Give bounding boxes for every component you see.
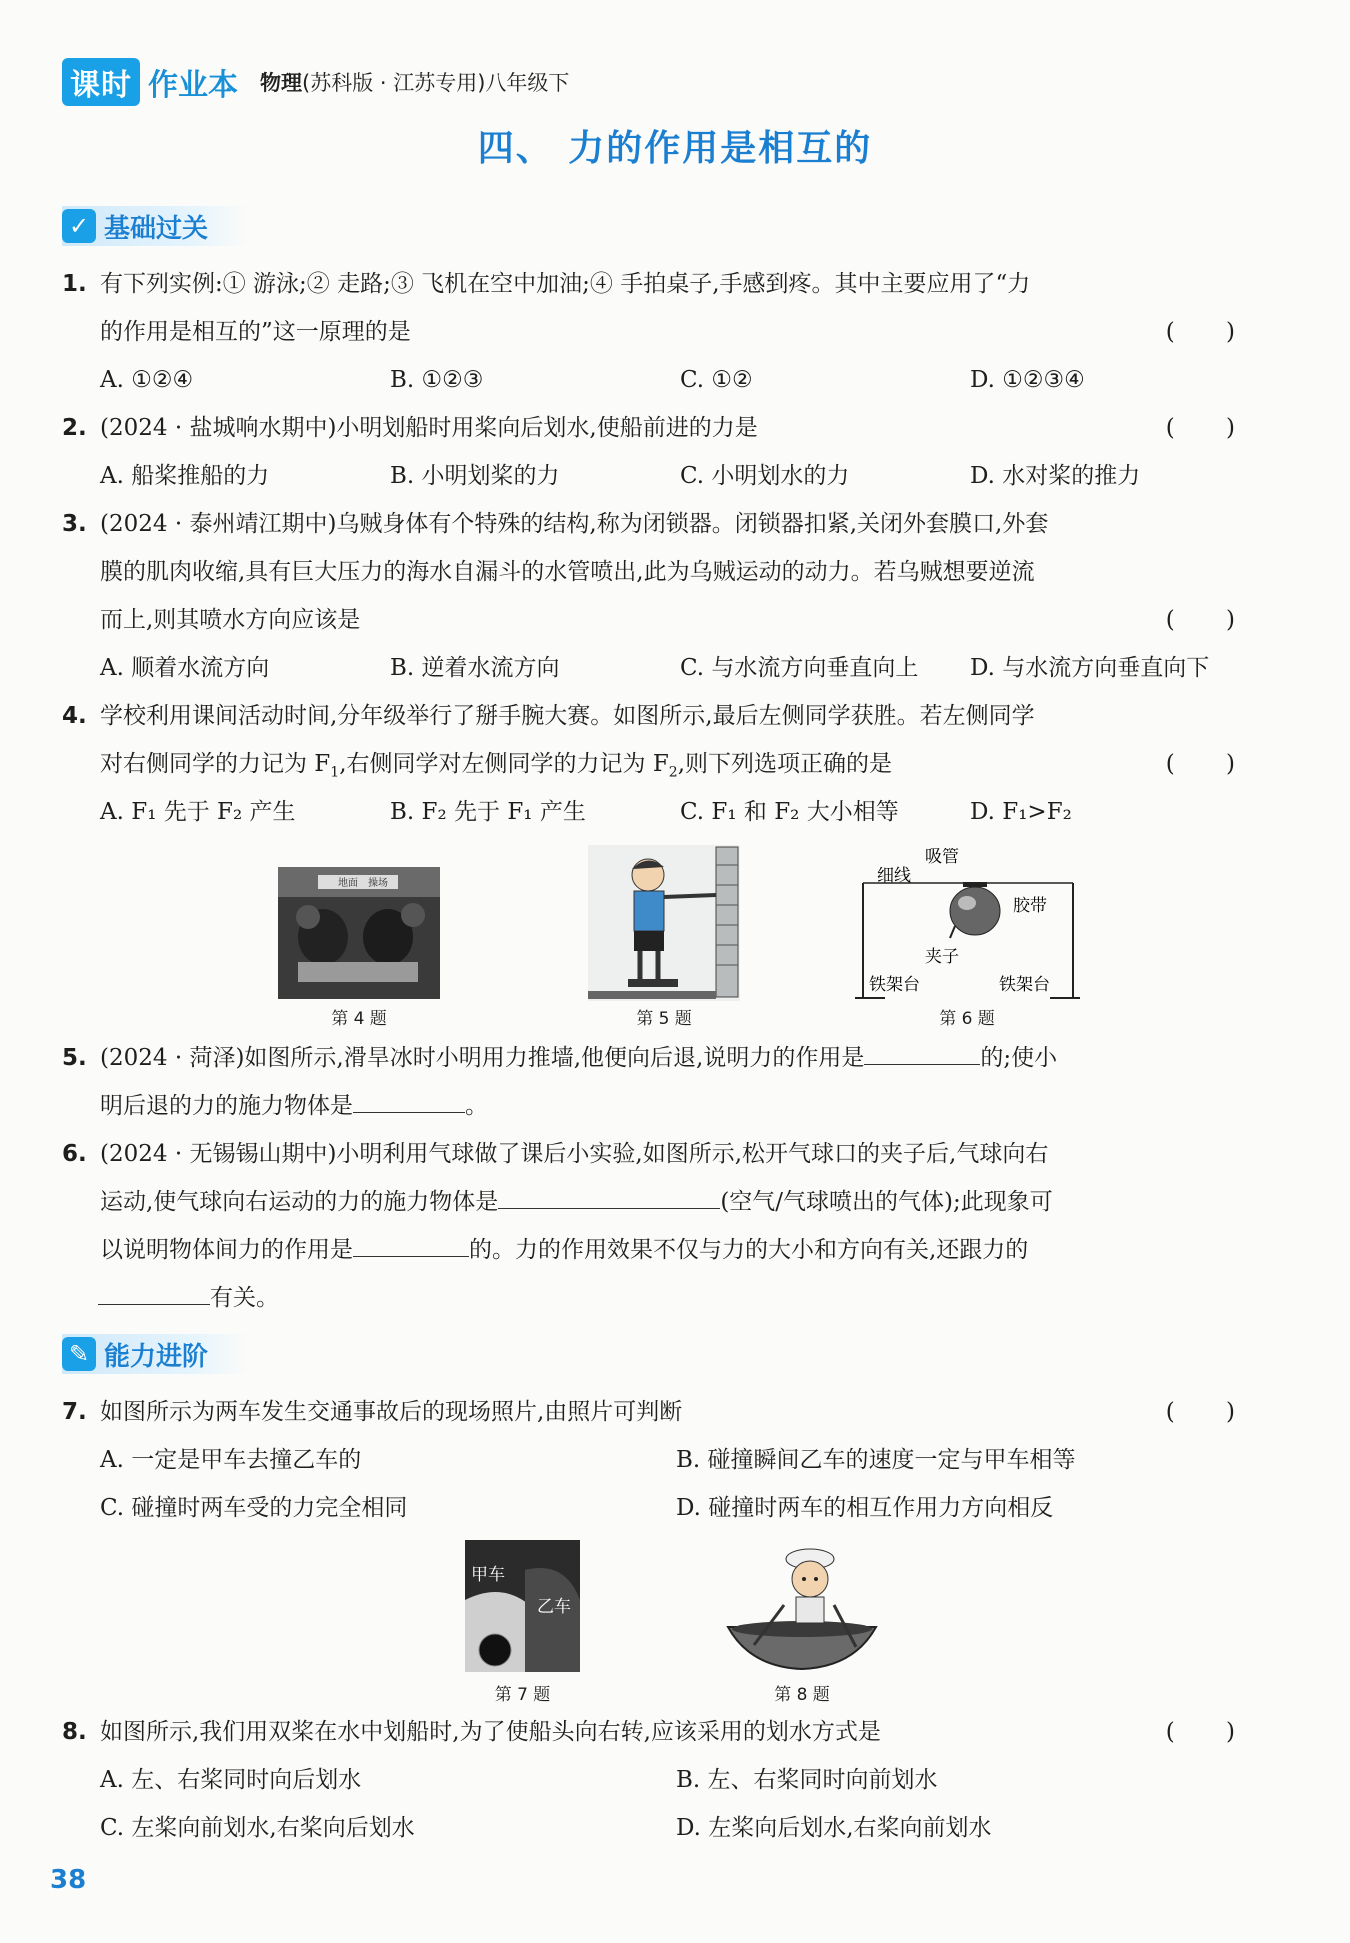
brand-name: 作业本 [148, 68, 238, 103]
q6-text2a: 运动,使气球向右运动的力的施力物体是 [100, 1189, 499, 1215]
figure-5-drawing [588, 845, 740, 1001]
q3-text1: (2024 · 泰州靖江期中)乌贼身体有个特殊的结构,称为闭锁器。闭锁器扣紧,关闭外套膜口,外套 [100, 511, 1049, 537]
q3-option-a[interactable]: A. 顺着水流方向 [100, 655, 270, 681]
q3-text2: 膜的肌肉收缩,具有巨大压力的海水自漏斗的水管喷出,此为乌贼运动的动力。若乌贼想要逆流 [100, 559, 1035, 585]
q2-option-c[interactable]: C. 小明划水的力 [680, 463, 850, 489]
q1-number: 1. [62, 271, 87, 297]
header [62, 58, 569, 106]
q8-line1 [62, 1708, 1257, 1756]
q8-options-row1 [62, 1756, 1257, 1804]
q6-line2 [62, 1178, 1257, 1226]
q7-answer-paren[interactable]: ( ) [1165, 1399, 1257, 1425]
q1-line1 [62, 260, 1257, 308]
q2-option-b[interactable]: B. 小明划桨的力 [390, 463, 560, 489]
q1-text2: 的作用是相互的”这一原理的是 [100, 319, 411, 345]
q4-option-c[interactable]: C. F₁ 和 F₂ 大小相等 [680, 799, 899, 825]
q6-text4: 有关。 [210, 1285, 279, 1311]
q4-options [62, 788, 1257, 836]
q8-option-d[interactable]: D. 左桨向后划水,右桨向前划水 [676, 1815, 992, 1841]
page-number: 38 [50, 1865, 87, 1895]
section-advanced-label: 能力进阶 [104, 1341, 209, 1372]
q4-option-b[interactable]: B. F₂ 先于 F₁ 产生 [390, 799, 586, 825]
q6-blank-3[interactable] [98, 1274, 210, 1305]
q7-text1: 如图所示为两车发生交通事故后的现场照片,由照片可判断 [100, 1399, 683, 1425]
q4-text2a: 对右侧同学的力记为 F [100, 751, 331, 777]
q2-text1: (2024 · 盐城响水期中)小明划船时用桨向后划水,使船前进的力是 [100, 415, 758, 441]
section-basic-label: 基础过关 [104, 213, 209, 244]
q7-option-d[interactable]: D. 碰撞时两车的相互作用力方向相反 [676, 1495, 1054, 1521]
q3-line2 [62, 548, 1257, 596]
q4-line2: 对右侧同学的力记为 $F_1$,右侧同学对左侧同学的力记为 $F_2$,则下列选项正确的是 ( ) [62, 740, 1257, 788]
figure-4-caption: 第 4 题 [331, 1009, 387, 1029]
figure-7-car-b: 乙车 [537, 1597, 571, 1617]
figure-6-tape-label: 胶带 [1013, 896, 1047, 916]
q6-line4 [62, 1274, 1257, 1322]
q4-text1: 学校利用课间活动时间,分年级举行了掰手腕大赛。如图所示,最后左侧同学获胜。若左侧同学 [100, 703, 1035, 729]
q4-answer-paren[interactable]: ( ) [1165, 751, 1257, 777]
q5-text2a: 明后退的力的施力物体是 [100, 1093, 353, 1119]
section-basic [62, 206, 248, 246]
q1-line2 [62, 308, 1257, 356]
q7-number: 7. [62, 1399, 87, 1425]
q7-options-row2 [62, 1484, 1257, 1532]
q6-text3a: 以说明物体间力的作用是 [100, 1237, 353, 1263]
q6-line3 [62, 1226, 1257, 1274]
q5-text2b: 。 [465, 1093, 488, 1119]
figure-6-clip-label: 夹子 [925, 947, 959, 967]
q6-number: 6. [62, 1141, 87, 1167]
q6-blank-2[interactable] [353, 1226, 469, 1257]
subject: 物理 [260, 71, 302, 95]
q5-line2 [62, 1082, 1257, 1130]
q1-option-a[interactable]: A. ①②④ [100, 367, 194, 393]
brand-logo: 课时 [62, 58, 140, 106]
figure-6-thread-label: 细线 [877, 866, 911, 886]
q4-number: 4. [62, 703, 87, 729]
q1-text1: 有下列实例:① 游泳;② 走路;③ 飞机在空中加油;④ 手拍桌子,手感到疼。其中主要应用了“力 [100, 271, 1031, 297]
q4-line1 [62, 692, 1257, 740]
q7-option-b[interactable]: B. 碰撞瞬间乙车的速度一定与甲车相等 [676, 1447, 1076, 1473]
subject-edition [260, 67, 569, 97]
q3-line3 [62, 596, 1257, 644]
q1-options [62, 356, 1257, 404]
figure-4-sign1: 地面 [338, 878, 358, 889]
q5-text1b: 的;使小 [980, 1045, 1058, 1071]
q5-number: 5. [62, 1045, 87, 1071]
figure-8-caption: 第 8 题 [774, 1685, 830, 1705]
section-advanced [62, 1334, 248, 1374]
figure-7-car-a: 甲车 [471, 1565, 505, 1585]
q1-option-b[interactable]: B. ①②③ [390, 367, 484, 393]
figure-6-stand-left: 铁架台 [869, 975, 920, 995]
q3-options [62, 644, 1257, 692]
q2-option-d[interactable]: D. 水对桨的推力 [970, 463, 1141, 489]
q8-number: 8. [62, 1719, 87, 1745]
q8-answer-paren[interactable]: ( ) [1165, 1719, 1257, 1745]
q6-line1 [62, 1130, 1257, 1178]
q1-option-c[interactable]: C. ①② [680, 367, 753, 393]
q6-text2b: (空气/气球喷出的气体);此现象可 [720, 1189, 1053, 1215]
q3-line1 [62, 500, 1257, 548]
page-title: 四、 力的作用是相互的 [477, 128, 873, 169]
figure-7-photo [465, 1540, 580, 1672]
checkbox-icon: ✓ [62, 209, 96, 243]
figure-6-diagram [855, 848, 1080, 1003]
q7-line1 [62, 1388, 1257, 1436]
figure-6-stand-right: 铁架台 [999, 975, 1050, 995]
figure-8-drawing [724, 1545, 880, 1673]
q8-text1: 如图所示,我们用双桨在水中划船时,为了使船头向右转,应该采用的划水方式是 [100, 1719, 881, 1745]
figure-6-straw-label: 吸管 [925, 848, 959, 867]
q5-line1 [62, 1034, 1257, 1082]
q5-blank-2[interactable] [353, 1082, 465, 1113]
q3-option-d[interactable]: D. 与水流方向垂直向下 [970, 655, 1210, 681]
q6-text1: (2024 · 无锡锡山期中)小明利用气球做了课后小实验,如图所示,松开气球口的夹子后,气球向右 [100, 1141, 1049, 1167]
q7-options-row1 [62, 1436, 1257, 1484]
q8-option-c[interactable]: C. 左桨向前划水,右桨向后划水 [100, 1815, 415, 1841]
q6-blank-1[interactable] [498, 1178, 720, 1209]
q4-text2b: ,右侧同学对左侧同学的力记为 F [339, 751, 669, 777]
q7-option-a[interactable]: A. 一定是甲车去撞乙车的 [100, 1447, 362, 1473]
q8-options-row2 [62, 1804, 1257, 1852]
figure-6-caption: 第 6 题 [939, 1009, 995, 1029]
q3-number: 3. [62, 511, 87, 537]
pencil-icon: ✎ [62, 1337, 96, 1371]
q7-option-c[interactable]: C. 碰撞时两车受的力完全相同 [100, 1495, 408, 1521]
q4-option-d[interactable]: D. F₁>F₂ [970, 799, 1072, 825]
edition: (苏科版 · 江苏专用)八年级下 [302, 71, 570, 95]
q4-text2c: ,则下列选项正确的是 [677, 751, 893, 777]
q2-options [62, 452, 1257, 500]
q5-blank-1[interactable] [864, 1034, 980, 1065]
q3-text3: 而上,则其喷水方向应该是 [100, 607, 361, 633]
q2-line1 [62, 404, 1257, 452]
q6-text3b: 的。力的作用效果不仅与力的大小和方向有关,还跟力的 [469, 1237, 1029, 1263]
q2-option-a[interactable]: A. 船桨推船的力 [100, 463, 270, 489]
figure-4-sign2: 操场 [368, 878, 388, 889]
q5-text1a: (2024 · 菏泽)如图所示,滑旱冰时小明用力推墙,他便向后退,说明力的作用是 [100, 1045, 865, 1071]
q3-answer-paren[interactable]: ( ) [1165, 607, 1257, 633]
q8-option-a[interactable]: A. 左、右桨同时向后划水 [100, 1767, 362, 1793]
q2-number: 2. [62, 415, 87, 441]
figure-5-caption: 第 5 题 [636, 1009, 692, 1029]
q4-option-a[interactable]: A. F₁ 先于 F₂ 产生 [100, 799, 296, 825]
q2-answer-paren[interactable]: ( ) [1165, 415, 1257, 441]
q3-option-c[interactable]: C. 与水流方向垂直向上 [680, 655, 919, 681]
q8-option-b[interactable]: B. 左、右桨同时向前划水 [676, 1767, 938, 1793]
figure-4-photo [278, 867, 440, 999]
q1-answer-paren[interactable]: ( ) [1165, 319, 1257, 345]
figure-7-caption: 第 7 题 [494, 1685, 551, 1705]
q1-option-d[interactable]: D. ①②③④ [970, 367, 1085, 393]
q3-option-b[interactable]: B. 逆着水流方向 [390, 655, 560, 681]
